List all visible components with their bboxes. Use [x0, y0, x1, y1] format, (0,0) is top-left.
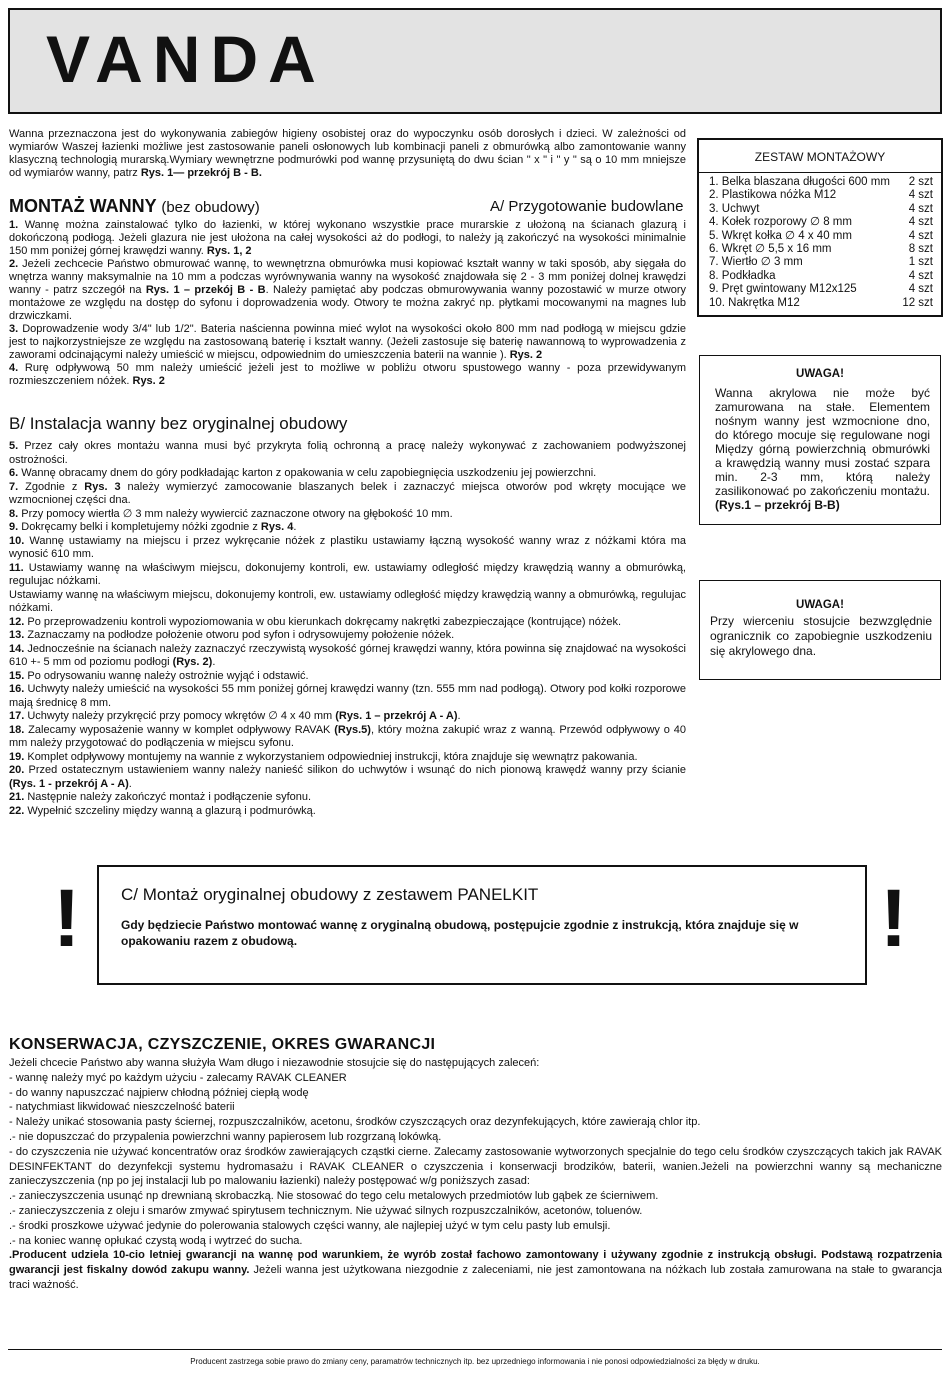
kit-box [697, 138, 943, 317]
konserwacja-line: .- zanieczyszczenia z oleju i smarów zmywać spirytusem technicznym. Nie używać silnych rozpuszczalników, acetonów, toluenów. [9, 1204, 643, 1217]
warning-box-drilling [699, 580, 941, 680]
konserwacja-line: - wannę należy myć po każdym użyciu - zalecamy RAVAK CLEANER [9, 1071, 347, 1084]
exclamation-icon: ! [880, 873, 908, 964]
list-item: 19. Komplet odpływowy montujemy na wannie z wykorzystaniem odpowiedniej instrukcji, która znajduje się wewnątrz pakowania. [9, 750, 638, 763]
list-item: 18. Zalecamy wyposażenie wanny w komplet odpływowy RAVAK (Rys.5), który można zakupić wraz z wanną. Przewód odpływowy o 40 mm należy przygotować do podłączenia w miejscu syfonu. [9, 723, 686, 749]
list-item: 8. Przy pomocy wiertła ∅ 3 mm należy wywiercić zaznaczone otwory na głębokość 10 mm. [9, 507, 453, 520]
list-item: 11. Ustawiamy wannę na właściwym miejscu, dokonujemy kontroli, ew. ustawiamy odległość między krawędzią wanny a obmurówką, regulujac nóżkami. [9, 561, 686, 587]
montaz-heading [9, 196, 260, 217]
kit-item-name: 2. Plastikowa nóżka M12 [709, 189, 837, 202]
list-item: 20. Przed ostatecznym ustawieniem wanny należy nanieść silikon do uchwytów i wsunąć do nich pionową krawędź wanny przy ścianie (Rys. 1 - przekrój A - A). [9, 764, 686, 790]
kit-item-name: 3. Uchwyt [709, 202, 760, 215]
list-item: 7. Zgodnie z Rys. 3 należy wymierzyć zamocowanie blaszanych belek i zaznaczyć miejsca otworów pod wkręty mocujące we wzmocnionej części dna. [9, 480, 686, 506]
section-a-heading: A/ Przygotowanie budowlane [490, 198, 684, 215]
konserwacja-line: .- nie dopuszczać do przypalenia powierzchni wanny papierosem lub rozgrzaną lokówką. [9, 1130, 442, 1143]
kit-item-name: 10. Nakrętka M12 [709, 296, 800, 309]
kit-item [709, 189, 933, 202]
list-item: 16. Uchwyty należy umieścić na wysokości 55 mm poniżej górnej krawędzi wanny (tzn. 555 mm nad podłogą). Otwory pod kołki rozporowe mają średnicę 8 mm. [9, 683, 686, 709]
konserwacja-line: - Należy unikać stosowania pasty ściernej, rozpuszczalników, acetonu, środków czyszczących oraz dezynfekujących, które zawierają chlor itp. [9, 1116, 701, 1129]
brand-title: VANDA [46, 22, 326, 96]
konserwacja-line: - do wanny napuszczać najpierw chłodną później ciepłą wodę [9, 1086, 309, 1099]
list-item: 1. Wannę można zainstalować tylko do łazienki, w której wykonano wszystkie prace murarskie z ułożoną na ścianach glazurą i dokończoną podłogą. Jeżeli glazura nie jest ułożona na całej wysokości aż do podłogi, to należy ją zakończyć na wysokości minimalnie 150 mm poniżej górnej krawędzi wanny. Rys. 1, 2 [9, 219, 686, 257]
section-c-title: C/ Montaż oryginalnej obudowy z zestawem PANELKIT [121, 885, 539, 904]
konserwacja-line: - natychmiast likwidować nieszczelność baterii [9, 1101, 235, 1114]
kit-item-name: 1. Belka blaszana długości 600 mm [709, 176, 890, 188]
warning-title: UWAGA! [796, 368, 844, 380]
list-item: Ustawiamy wannę na właściwym miejscu, dokonujemy kontroli, ew. ustawiamy odległość między krawędzią wanny a obmurówką, regulujac nóżkami. [9, 588, 686, 614]
section-b-heading: B/ Instalacja wanny bez oryginalnej obudowy [9, 414, 348, 433]
intro-paragraph [9, 128, 686, 180]
footer-note: Producent zastrzega sobie prawo do zmiany ceny, paramatrów technicznych itp. bez uprzedniego informowania i nie ponosi odpowiedzialności za błędy w druku. [190, 1357, 760, 1366]
kit-item [709, 243, 933, 256]
kit-item [709, 256, 933, 269]
footer-divider [8, 1349, 942, 1350]
kit-item-qty: 12 szt [902, 296, 933, 309]
list-item: 2. Jeżeli zechcecie Państwo obmurować wannę, to wewnętrzna obmurówka musi kopiować kształt wanny w taki sposób, aby sięgała do wnętrza wanny maksymalnie na 10 mm a podczas wyrównywania wanny na wysokość znajdowała się 2 - 3 mm poniżej dolnej krawędzi wanny - patrz szczegół na Rys. 1 – przekój B - B. Należy pamiętać aby podczas obmurowywania wanny pozostawić w murze otwory montażowe ze względu na dostęp do syfonu i doprowadzenia wody. Otwory te można zakryć np. płytkami mocowanymi na magnes lub drzwiczkami. [9, 258, 686, 322]
kit-divider [699, 172, 941, 173]
montaz-title: MONTAŻ WANNY [9, 196, 157, 216]
warning-title: UWAGA! [796, 599, 844, 611]
konserwacja-line: .- środki proszkowe używać jedynie do polerowania stalowych części wanny, ale najlepiej użyć w tym celu pasty lub emulsji. [9, 1219, 611, 1232]
kit-item-qty: 4 szt [908, 189, 933, 202]
kit-item [709, 297, 933, 310]
warning-text: Wanna akrylowa nie może być zamurowana na stałe. Elementem nośnym wanny jest wzmocnione dno, do którego mocuje się regulowane nogi Między górną powierzchnią obmurówki a krawędzią wanny musi zostać szpara min. 2-3 mm, którą należy zasilikonować po zakończeniu montażu. (Rys.1 – przekrój B-B) [715, 386, 930, 512]
intro-text: Wanna przeznaczona jest do wykonywania zabiegów higieny osobistej oraz do wypoczynku osób dorosłych i dzieci. W zależności od wymiarów Waszej łazienki możliwe jest zastosowanie paneli osłonowych lub kombinacji paneli z obmurówką albo zamontowanie wanny klasyczną technologią murarską.Wymiary wewnętrzne podmurówki pod wannę przysuniętą do dwu ścian " x " i " y " są o 10 mm mniejsze od wymiarów wanny, patrz [9, 128, 686, 179]
list-item: 10. Wannę ustawiamy na miejscu i przez wykręcanie nóżek z plastiku ustawiamy łączną wysokość wanny wraz z nóżkami która ma wynosić 610 mm. [9, 534, 686, 560]
konserwacja-body [9, 1056, 942, 1293]
kit-item-name: 4. Kołek rozporowy ∅ 8 mm [709, 216, 852, 229]
list-item: 12. Po przeprowadzeniu kontroli wypoziomowania w obu kierunkach dokręcamy nakrętki zabezpieczające (kontrujące) nóżek. [9, 615, 622, 628]
kit-item-qty: 4 szt [908, 216, 933, 229]
section-c-text: Gdy będziecie Państwo montować wannę z oryginalną obudową, postępujcie zgodnie z instrukcją, która znajduje się w opakowaniu razem z obudową. [121, 918, 799, 948]
kit-item-qty: 4 szt [908, 202, 933, 215]
kit-item-qty: 2 szt [908, 176, 933, 188]
konserwacja-heading: KONSERWACJA, CZYSZCZENIE, OKRES GWARANCJI [9, 1036, 436, 1053]
warranty-paragraph: .Producent udziela 10-cio letniej gwarancji na wannę pod warunkiem, że wyrób został fachowo zamontowany i używany zgodnie z instrukcją obsługi. Podstawą rozpatrzenia gwarancji jest fiskalny dowód zakupu wanny. Jeżeli wanna jest użytkowana niezgodnie z zaleceniami, nie jest zamontowana na nóżkach lub została zamurowana na stałe to gwarancja traci ważność. [9, 1249, 942, 1291]
section-a-body [9, 219, 686, 388]
kit-item-name: 7. Wiertło ∅ 3 mm [709, 256, 803, 269]
kit-item [709, 176, 933, 189]
konserwacja-line: - do czyszczenia nie używać koncentratów oraz środków zawierających cząstki cierne. Zalecamy zastosowanie wytworzonych specjalnie do tego celu środków czyszczących takich jak RAVAK DESINFEKTANT do dezynfekcji systemu hydromasażu i RAVAK CLEANER o czyszczenia i konserwacji brodzików, baterii, wanien.Jeżeli na powierzchni wanny są mechaniczne zanieczyszczenia (np po jej instalacji lub po malowaniu łazienki) należy postępować w/g poniższych zasad: [9, 1145, 942, 1188]
intro-ref: Rys. 1— przekrój B - B. [140, 167, 262, 179]
konserwacja-line: .- na koniec wannę opłukać czystą wodą i wytrzeć do sucha. [9, 1234, 303, 1247]
konserwacja-line: Jeżeli chcecie Państwo aby wanna służyła Wam długo i niezawodnie stosujcie się do następujących zaleceń: [9, 1057, 540, 1069]
warning-text: Przy wierceniu stosujcie bezwzględnie ogranicznik co zapobiegnie uszkodzeniu się akrylowego dna. [710, 614, 932, 658]
section-c-box [97, 865, 867, 985]
list-item: 6. Wannę obracamy dnem do góry podkładając karton z opakowania w celu zapobiegnięcia uszkodzeniu jej powierzchni. [9, 467, 597, 479]
list-item: 3. Doprowadzenie wody 3/4" lub 1/2". Bateria naścienna powinna mieć wylot na wysokości około 800 mm nad podłogą w miejscu gdzie jest to najkorzystniejsze ze względu na zastosowaną baterię i kształt wanny. (Jeżeli zastosuje się baterię nawannową to wyprowadzenia z zaworami odcinającymi należy umieścić w miejscu, odpowiednim do umieszczenia baterii na wannie ). Rys. 2 [9, 323, 686, 361]
kit-item [709, 283, 933, 296]
kit-item-qty: 4 szt [908, 229, 933, 242]
kit-list [709, 176, 933, 310]
kit-item-qty: 8 szt [908, 243, 933, 256]
list-item: 21. Następnie należy zakończyć montaż i podłączenie syfonu. [9, 791, 312, 803]
exclamation-icon: ! [53, 873, 81, 964]
kit-item [709, 216, 933, 229]
kit-item-qty: 4 szt [908, 283, 933, 296]
kit-item-name: 5. Wkręt kołka ∅ 4 x 40 mm [709, 229, 852, 242]
list-item: 9. Dokręcamy belki i kompletujemy nóżki zgodnie z Rys. 4. [9, 521, 297, 533]
list-item: 13. Zaznaczamy na podłodze położenie otworu pod syfon i odrysowujemy położenie nóżek. [9, 629, 455, 641]
warning-box-acrylic [699, 355, 941, 525]
konserwacja-line: .- zanieczyszczenia usunąć np drewnianą skrobaczką. Nie stosować do tego celu metalowych przedmiotów lub gąbek ze ścierniwem. [9, 1190, 659, 1203]
list-item: 4. Rurę odpływową 50 mm należy umieścić jeżeli jest to możliwe w pobliżu otworu spustowego wanny - poza przewidywanym rozmieszczeniem nóżek. Rys. 2 [9, 362, 686, 387]
kit-title: ZESTAW MONTAŻOWY [754, 150, 886, 164]
kit-item-name: 9. Pręt gwintowany M12x125 [709, 283, 857, 296]
list-item: 17. Uchwyty należy przykręcić przy pomocy wkrętów ∅ 4 x 40 mm (Rys. 1 – przekrój A - A). [9, 710, 461, 722]
list-item: 22. Wypełnić szczeliny między wanną a glazurą i podmurówką. [9, 804, 316, 817]
list-item: 14. Jednocześnie na ścianach należy zaznaczyć rzeczywistą wysokość górnej krawędzi wanny, która powinna się znajdować na wysokości 610 +- 5 mm od poziomu podłogi (Rys. 2). [9, 642, 686, 668]
list-item: 15. Po odrysowaniu wannę należy ostrożnie wyjąć i odstawić. [9, 669, 309, 682]
kit-item-qty: 1 szt [908, 256, 933, 269]
kit-item [709, 230, 933, 243]
section-b-body [9, 440, 686, 818]
list-item: 5. Przez cały okres montażu wanna musi być przykryta folią ochronną a pracę należy wykonywać z zachowaniem podwyższonej ostrożności. [9, 440, 686, 466]
kit-item-qty: 4 szt [908, 269, 933, 282]
kit-item-name: 8. Podkładka [709, 269, 776, 282]
montaz-subtitle: (bez obudowy) [161, 199, 260, 216]
kit-item-name: 6. Wkręt ∅ 5,5 x 16 mm [709, 243, 832, 256]
kit-item [709, 203, 933, 216]
kit-item [709, 270, 933, 283]
